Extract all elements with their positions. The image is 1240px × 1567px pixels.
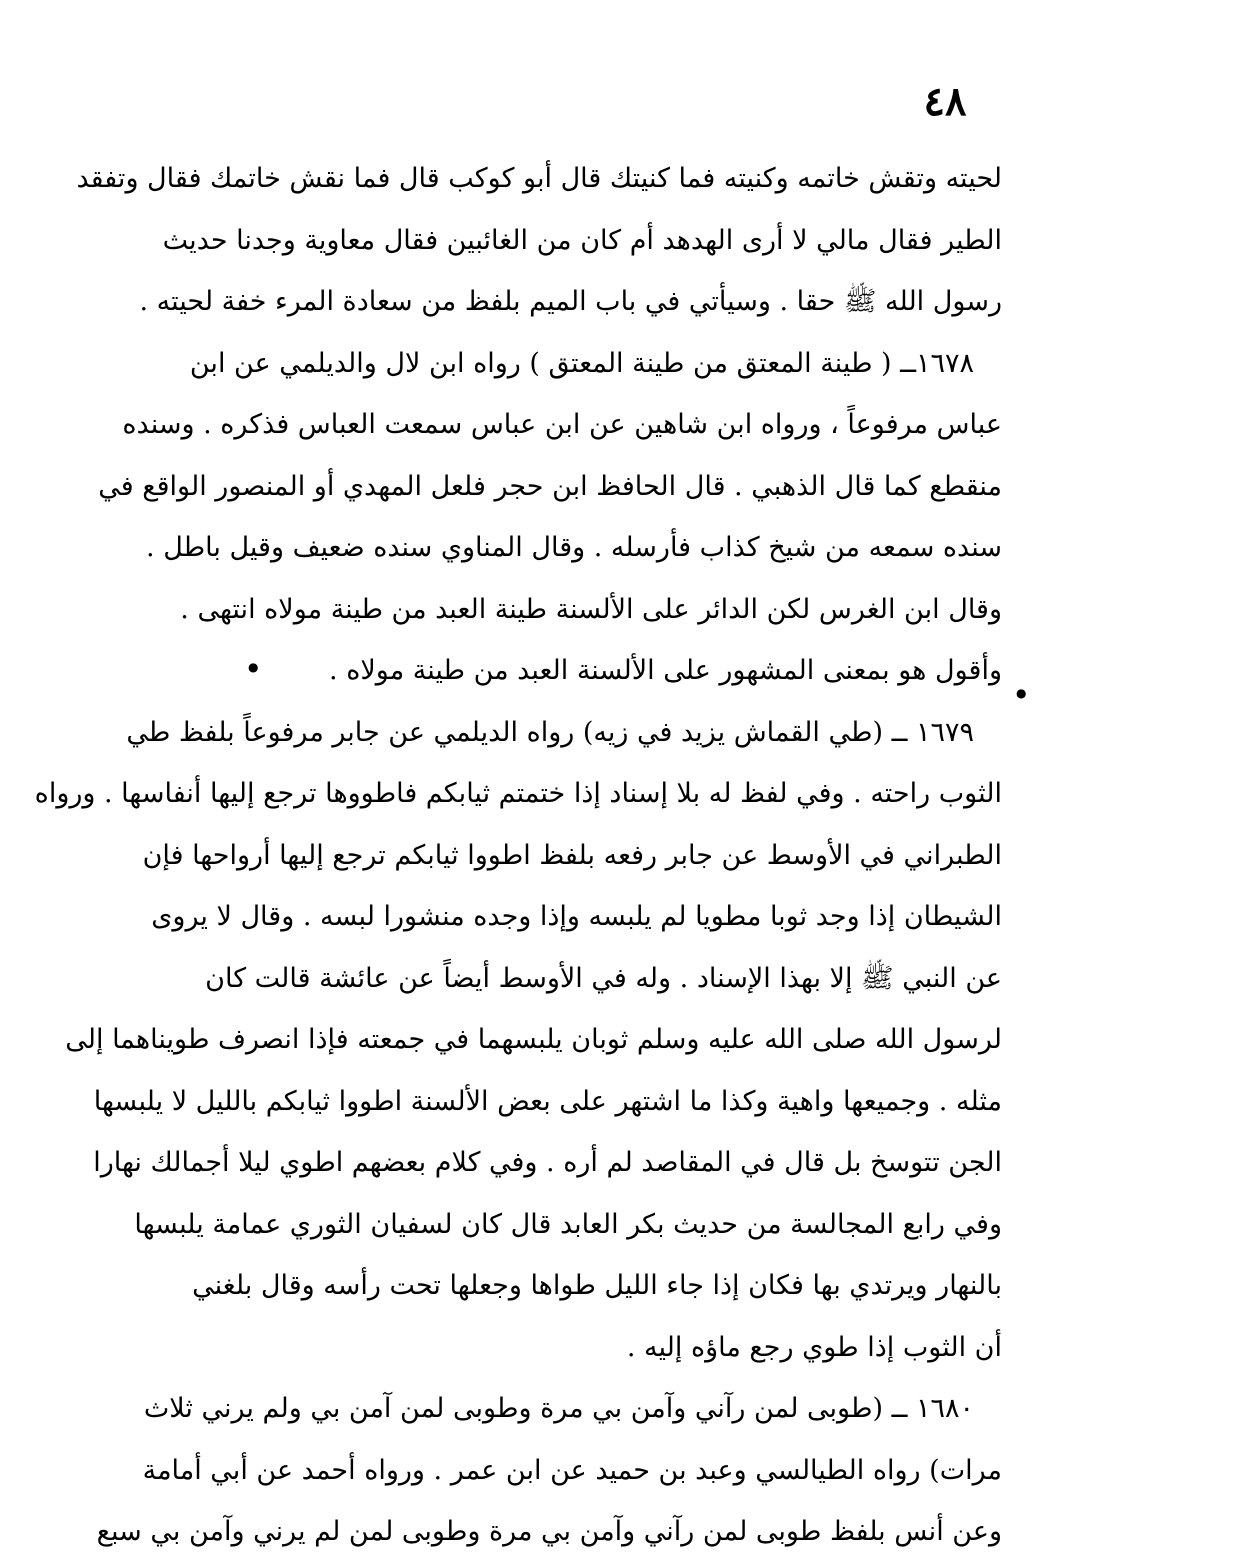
scan-speck: ● [248, 660, 259, 674]
text-line: مثله . وجميعها واهية وكذا ما اشتهر على بعض الألسنة اطووا ثيابكم بالليل لا يلبسها [93, 1085, 1002, 1117]
text-line: لرسول الله صلى الله عليه وسلم ثوبان يلبسهما في جمعته فإذا انصرف طويناهما إلى [65, 1024, 1002, 1055]
text-line: الطير فقال مالي لا أرى الهدهد أم كان من الغائبين فقال معاوية وجدنا حديث [162, 224, 1002, 256]
text-line: مرات) رواه الطيالسي وعبد بن حميد عن ابن عمر . ورواه أحمد عن أبي أمامة [142, 1454, 1002, 1486]
text-line: وقال ابن الغرس لكن الدائر على الألسنة طينة العبد من طينة مولاه انتهى . [180, 593, 1002, 625]
text-line: عن النبي ﷺ إلا بهذا الإسناد . وله في الأوسط أيضاً عن عائشة قالت كان [205, 962, 1002, 994]
text-line: بالنهار ويرتدي بها فكان إذا جاء الليل طواها وجعلها تحت رأسه وقال بلغني [192, 1270, 1002, 1301]
text-line: سنده سمعه من شيخ كذاب فأرسله . وقال المناوي سنده ضعيف وقيل باطل . [146, 532, 1002, 563]
page-number: ٤٨ [923, 78, 967, 125]
text-line: لحيته وتقش خاتمه وكنيته فما كنيتك قال أبو كوكب قال فما نقش خاتمك فقال وتفقد [76, 163, 1002, 194]
text-line: عباس مرفوعاً ، ورواه ابن شاهين عن ابن عباس سمعت العباس فذكره . وسنده [122, 409, 1002, 440]
text-line: أن الثوب إذا طوي رجع ماؤه إليه . [626, 1331, 1002, 1363]
entry-1678-heading-line: ١٦٧٨ــ ( طينة المعتق من طينة المعتق ) رواه ابن لال والديلمي عن ابن [189, 347, 974, 379]
entry-1679-heading-line: ١٦٧٩ ــ (طي القماش يزيد في زيه) رواه الديلمي عن جابر مرفوعاً بلفظ طي [126, 716, 974, 748]
text-line: وأقول هو بمعنى المشهور على الألسنة العبد من طينة مولاه . [329, 655, 1002, 686]
text-line: رسول الله ﷺ حقا . وسيأتي في باب الميم بلفظ من سعادة المرء خفة لحيته . [139, 286, 1002, 317]
text-line: وعن أنس بلفظ طوبى لمن رآني وآمن بي مرة وطوبى لمن لم يرني وآمن بي سبع [96, 1516, 1002, 1547]
text-line: الجن تتوسخ بل قال في المقاصد لم أره . وفي كلام بعضهم اطوي ليلا أجمالك نهارا [93, 1147, 1002, 1178]
text-line: الشيطان إذا وجد ثوبا مطويا لم يلبسه وإذا وجده منشورا لبسه . وقال لا يروى [151, 901, 1002, 932]
text-line: وفي رابع المجالسة من حديث بكر العابد قال كان لسفيان الثوري عمامة يلبسها [134, 1208, 1002, 1240]
entry-1680-heading-line: ١٦٨٠ ــ (طوبى لمن رآني وآمن بي مرة وطوبى لمن آمن بي ولم يرني ثلاث [143, 1393, 974, 1424]
body-text [34, 148, 1002, 1563]
text-line: الطبراني في الأوسط عن جابر رفعه بلفظ اطووا ثيابكم ترجع إليها أرواحها فإن [142, 839, 1002, 871]
text-line: الثوب راحته . وفي لفظ له بلا إسناد إذا ختمتم ثيابكم فاطووها ترجع إليها أنفاسها . ورواه [34, 778, 1002, 809]
text-line: منقطع كما قال الذهبي . قال الحافظ ابن حجر فلعل المهدي أو المنصور الواقع في [98, 470, 1002, 502]
scan-speck: ● [1016, 686, 1027, 700]
